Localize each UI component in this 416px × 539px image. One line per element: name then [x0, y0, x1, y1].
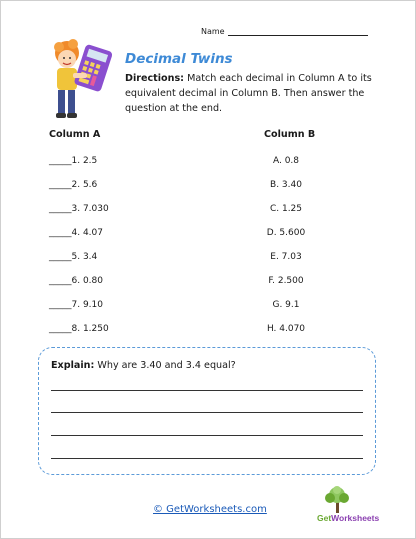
answer-line-2[interactable]	[51, 412, 363, 413]
column-b-item-e: E. 7.03	[270, 252, 302, 262]
column-a-heading: Column A	[49, 129, 101, 140]
column-b-item-g: G. 9.1	[272, 300, 300, 310]
name-field	[201, 27, 368, 36]
explain-box	[38, 347, 376, 475]
column-b-item-d: D. 5.600	[266, 228, 306, 238]
column-a-item-5[interactable]: _____5. 3.4	[49, 252, 98, 262]
column-b-heading: Column B	[264, 129, 316, 140]
kid-with-calculator-illustration	[45, 37, 115, 127]
name-label: Name	[201, 27, 225, 36]
column-a-item-8[interactable]: _____8. 1.250	[49, 324, 109, 334]
answer-line-3[interactable]	[51, 435, 363, 436]
copyright-link[interactable]: © GetWorksheets.com	[153, 504, 267, 515]
column-a-item-3[interactable]: _____3. 7.030	[49, 204, 109, 214]
column-b-item-b: B. 3.40	[270, 180, 302, 190]
worksheet-title: Decimal Twins	[125, 51, 233, 67]
logo-wordmark	[317, 513, 379, 523]
name-line	[228, 27, 368, 36]
column-b-item-c: C. 1.25	[269, 204, 303, 214]
answer-line-1[interactable]	[51, 390, 363, 391]
logo-worksheets: Worksheets	[331, 513, 380, 523]
explain-question: Why are 3.40 and 3.4 equal?	[94, 360, 236, 371]
explain-label: Explain:	[51, 360, 95, 371]
directions-label: Directions:	[125, 73, 185, 84]
column-b-item-h: H. 4.070	[266, 324, 306, 334]
column-b-item-f: F. 2.500	[268, 276, 304, 286]
column-a-item-7[interactable]: _____7. 9.10	[49, 300, 103, 310]
getworksheets-logo	[317, 485, 387, 529]
directions-body: Match each decimal in Column A to its equivalent decimal in Column B. Then answer the question at the end.	[125, 73, 372, 114]
logo-get: Get	[317, 513, 332, 523]
column-a-item-6[interactable]: _____6. 0.80	[49, 276, 103, 286]
column-a-item-4[interactable]: _____4. 4.07	[49, 228, 103, 238]
tree-icon	[317, 485, 387, 515]
answer-line-4[interactable]	[51, 458, 363, 459]
column-a-item-1[interactable]: _____1. 2.5	[49, 156, 98, 166]
column-b-item-a: A. 0.8	[272, 156, 300, 166]
directions-text	[125, 71, 375, 116]
column-a-item-2[interactable]: _____2. 5.6	[49, 180, 98, 190]
explain-prompt	[51, 360, 236, 371]
